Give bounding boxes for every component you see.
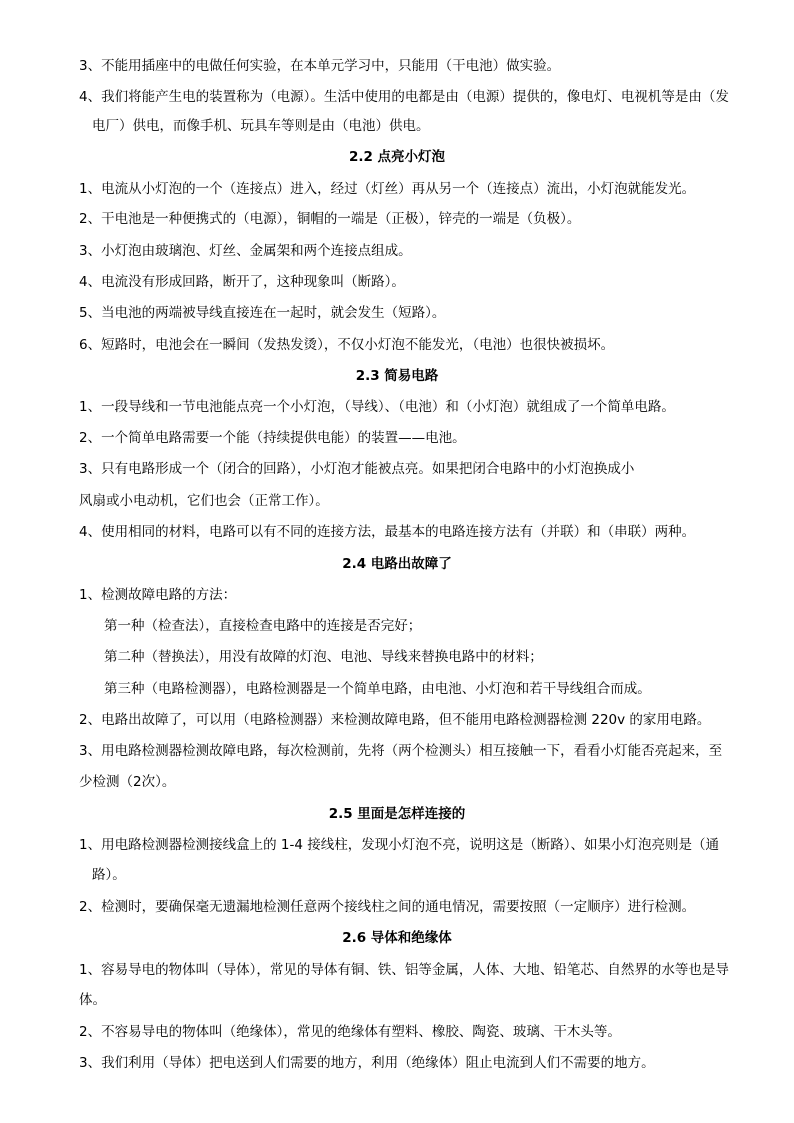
- text-line: 路）。: [92, 867, 126, 883]
- text-line: 5、当电池的两端被导线直接连在一起时，就会发生（短路）。: [79, 305, 446, 321]
- text-line: 第二种（替换法），用没有故障的灯泡、电池、导线来替换电路中的材料；: [104, 649, 543, 665]
- text-line: 2、检测时，要确保毫无遗漏地检测任意两个接线柱之间的通电情况，需要按照（一定顺序）进行检测。: [79, 899, 696, 915]
- text-line: 3、用电路检测器检测故障电路，每次检测前，先将（两个检测头）相互接触一下，看看小灯能否亮起来，至: [79, 743, 723, 759]
- section-heading: 2.2 点亮小灯泡: [348, 149, 446, 165]
- text-line: 6、短路时，电池会在一瞬间（发热发烫），不仅小灯泡不能发光，（电池）也很快被损坏。: [79, 337, 615, 353]
- text-line: 2、不容易导电的物体叫（绝缘体），常见的绝缘体有塑料、橡胶、陶瓷、玻璃、干木头等。: [79, 1024, 621, 1040]
- text-line: 风扇或小电动机，它们也会（正常工作）。: [79, 493, 329, 509]
- text-line: 4、我们将能产生电的装置称为（电源）。生活中使用的电都是由（电源）提供的，像电灯、电视机等是由（发: [79, 89, 729, 105]
- text-line: 1、容易导电的物体叫（导体），常见的导体有铜、铁、铝等金属，人体、大地、铅笔芯、自然界的水等也是导: [79, 962, 729, 978]
- text-line: 3、我们利用（导体）把电送到人们需要的地方，利用（绝缘体）阻止电流到人们不需要的地方。: [79, 1055, 655, 1071]
- text-line: 1、电流从小灯泡的一个（连接点）进入，经过（灯丝）再从另一个（连接点）流出，小灯泡就能发光。: [79, 181, 696, 197]
- section-heading: 2.4 电路出故障了: [342, 556, 452, 572]
- text-line: 第三种（电路检测器），电路检测器是一个简单电路，由电池、小灯泡和若干导线组合而成。: [104, 681, 651, 697]
- text-line: 3、不能用插座中的电做任何实验，在本单元学习中，只能用（干电池）做实验。: [79, 58, 561, 74]
- text-line: 2、干电池是一种便携式的（电源），铜帽的一端是（正极），锌壳的一端是（负极）。: [79, 211, 581, 227]
- text-line: 第一种（检查法），直接检查电路中的连接是否完好；: [104, 618, 422, 634]
- text-line: 4、电流没有形成回路，断开了，这种现象叫（断路）。: [79, 274, 405, 290]
- text-line: 1、用电路检测器检测接线盒上的 1-4 接线柱，发现小灯泡不亮，说明这是（断路）、如果小灯泡亮则是（通: [79, 837, 719, 853]
- text-line: 电厂）供电，而像手机、玩具车等则是由（电池）供电。: [92, 118, 430, 134]
- text-line: 少检测（2次）。: [79, 774, 176, 790]
- section-heading: 2.5 里面是怎样连接的: [328, 806, 466, 822]
- text-line: 1、一段导线和一节电池能点亮一个小灯泡，（导线）、（电池）和（小灯泡）就组成了一个简单电路。: [79, 399, 675, 415]
- section-heading: 2.3 简易电路: [355, 368, 439, 384]
- text-line: 2、电路出故障了，可以用（电路检测器）来检测故障电路，但不能用电路检测器检测 220v 的家用电路。: [79, 712, 711, 728]
- text-line: 3、小灯泡由玻璃泡、灯丝、金属架和两个连接点组成。: [79, 243, 412, 259]
- text-line: 2、一个简单电路需要一个能（持续提供电能）的装置——电池。: [79, 430, 466, 446]
- text-line: 4、使用相同的材料，电路可以有不同的连接方法，最基本的电路连接方法有（并联）和（串联）两种。: [79, 524, 696, 540]
- text-line: 1、检测故障电路的方法：: [79, 587, 237, 603]
- section-heading: 2.6 导体和绝缘体: [342, 930, 452, 946]
- text-line: 体。: [79, 992, 106, 1008]
- text-line: 3、只有电路形成一个（闭合的回路），小灯泡才能被点亮。如果把闭合电路中的小灯泡换成小: [79, 461, 635, 477]
